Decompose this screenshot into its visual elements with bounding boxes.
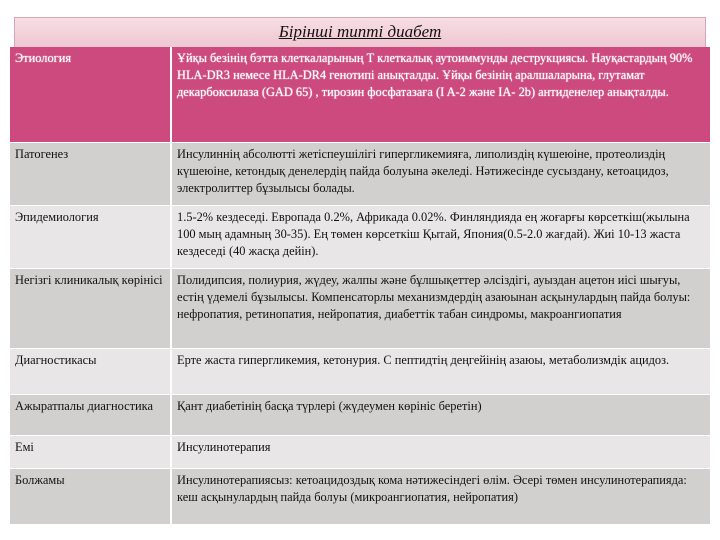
row-label: Болжамы — [10, 468, 171, 524]
diabetes-info-table — [10, 47, 710, 525]
row-label: Негізгі клиникалық көрінісі — [10, 268, 171, 348]
row-label: Диагностикасы — [10, 348, 171, 394]
table-row-etiology — [10, 47, 710, 142]
row-content: Инсулинотерапиясыз: кетоацидоздық кома нәтижесіндегі өлім. Әсері төмен инсулинотерапияда: кеш асқынулардың пайда болуы (микроангиопатия, нейропатия) — [171, 468, 710, 524]
table-row-prognosis — [10, 468, 710, 524]
page-title: Бірінші типті диабет — [278, 22, 442, 41]
row-content: Ерте жаста гипергликемия, кетонурия. С пептидтің деңгейінің азаюы, метаболизмдік ацидоз. — [171, 348, 710, 394]
row-label: Этиология — [10, 47, 171, 142]
row-content: Инсулиннің абсолютті жетіспеушілігі гипергликемияға, липолиздің күшеюіне, протеолиздің күшеюіне, кетондық денелердің пайда болуына әкеледі. Нәтижесінде сусызданy, кетоацидоз, электролиттер бұзылысы болады. — [171, 142, 710, 205]
table-row-treatment — [10, 435, 710, 468]
table-row-epidemiology — [10, 205, 710, 268]
row-content: Ұйқы безінің бэтта клеткаларының Т клеткалық аутоиммунды деструкциясы. Науқастардың 90% HLA-DR3 немесе HLA-DR4 генотипі анықталды. Ұйқы безінің аралшаларына, глутамат декарбоксилаза (GAD 65) , тирозин фосфатазаға (I A-2 және IA- 2b) антиденелер анықталды. — [171, 47, 710, 142]
title-bar — [14, 17, 706, 47]
row-label: Патогенез — [10, 142, 171, 205]
row-label: Емі — [10, 435, 171, 468]
row-label: Эпидемиология — [10, 205, 171, 268]
row-label: Ажыратпалы диагностика — [10, 394, 171, 435]
row-content: 1.5-2% кездеседі. Европада 0.2%, Африкада 0.02%. Финляндияда ең жоғарғы көрсеткіш(жылына 100 мың адамның 30-35). Ең төмен көрсеткіш Қытай, Япония(0.5-2.0 жағдай). Жиі 10-13 жаста кездеседі (40 жасқа дейін). — [171, 205, 710, 268]
table-row-diagnostics — [10, 348, 710, 394]
row-content: Қант диабетінің басқа түрлері (жүдеумен көрініс беретін) — [171, 394, 710, 435]
row-content: Полидипсия, полиурия, жүдеу, жалпы және бұлшықеттер әлсіздігі, ауыздан ацетон иісі шығуы, естің үдемелі бұзылысы. Компенсаторлы механизмдердің азаюынан асқынулардың пайда болуы: нефропатия, ретинопатия, нейропатия, диабеттік табан синдромы, макроангиопатия — [171, 268, 710, 348]
table-row-pathogenesis — [10, 142, 710, 205]
table-row-clinical-picture — [10, 268, 710, 348]
row-content: Инсулинотерапия — [171, 435, 710, 468]
table-row-differential-diagnosis — [10, 394, 710, 435]
